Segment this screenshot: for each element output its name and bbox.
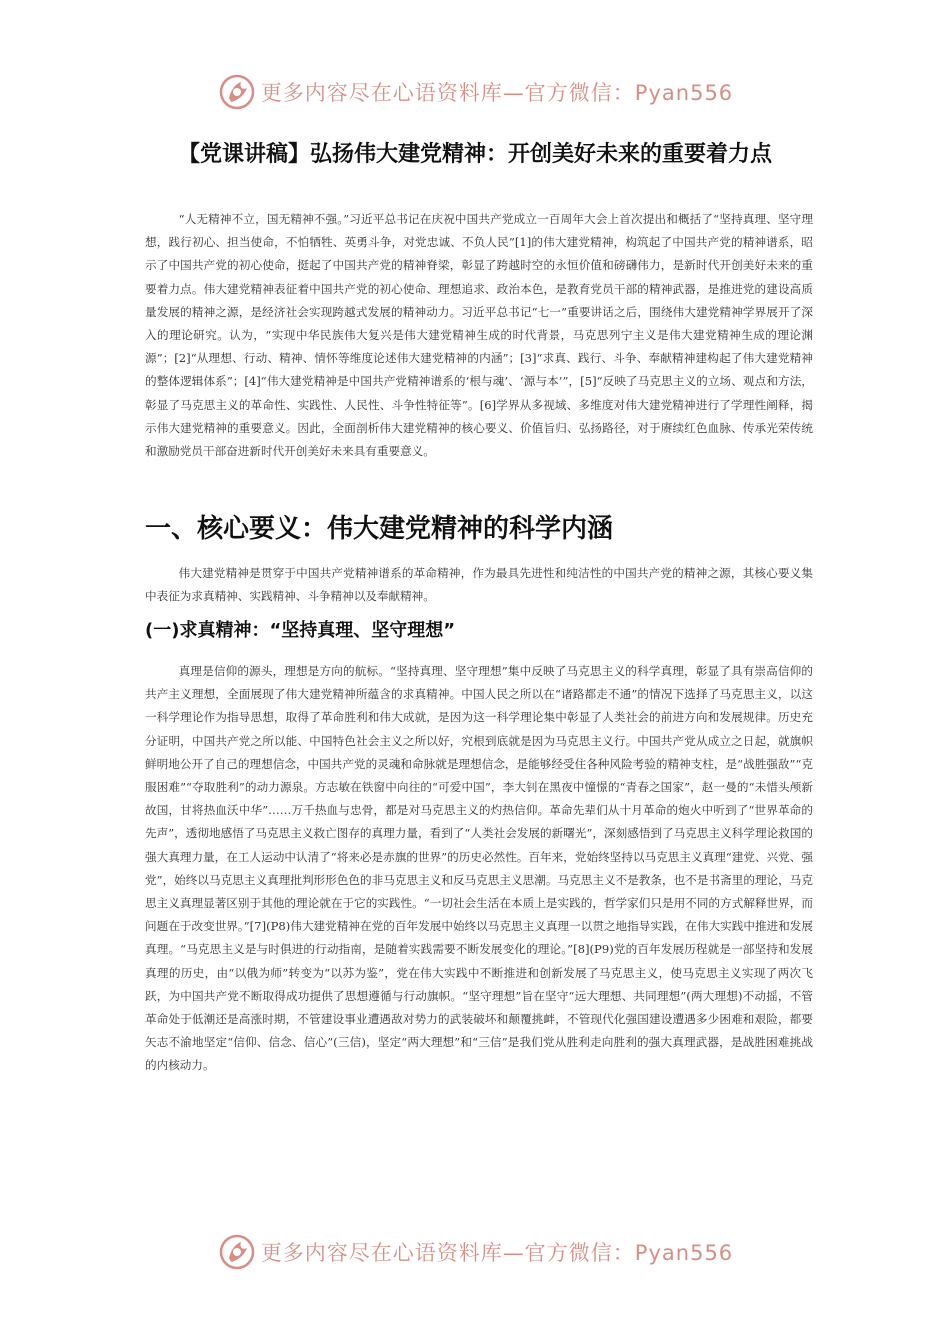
watermark-text: 更多内容尽在心语资料库—官方微信：Pyan556 bbox=[260, 81, 734, 105]
subsection-paragraph: 真理是信仰的源头，理想是方向的航标。“坚持真理、坚守理想”集中反映了马克思主义的科学真理，彰显了具有崇高信仰的共产主义理想，全面展现了伟大建党精神所蕴含的求真精神。中国人民之所以在“诸路都走不通”的情况下选择了马克思主义，以这一科学理论作为指导思想，取得了革命胜利和伟大成就，是因为这一科学理论集中彰显了人类社会的前进方向和发展规律。历史充分证明，中国共产党之所以能、中国特色社会主义之所以好，究根到底就是因为马克思主义行。中国共产党从成立之日起，就旗帜鲜明地公开了自己的理想信念，中国共产党的灵魂和命脉就是理想信念，是能够经受住各种风险考验的精神支柱，是“战胜强敌”“克服困难”“夺取胜利”的动力源泉。方志敏在铁窗中向往的“可爱中国”，李大钊在黑夜中憧憬的“青春之国家”，赵一曼的“未惜头颅新故国，甘将热血沃中华”……万千热血与忠骨，都是对马克思主义的灼热信仰。革命先辈们从十月革命的炮火中听到了“世界革命的先声”，透彻地感悟了马克思主义救亡图存的真理力量，看到了“人类社会发展的新曙光”，深刻感悟到了马克思主义科学理论救国的强大真理力量，在工人运动中认清了“将来必是赤旗的世界”的历史必然性。百年来，党始终坚持以马克思主义真理“建党、兴党、强党”，始终以马克思主义真理批判形形色色的非马克思主义和反马克思主义思潮。马克思主义不是教条，也不是书斋里的理论，马克思主义真理显著区别于其他的理论就在于它的实践性。“一切社会生活在本质上是实践的，哲学家们只是用不同的方式解释世界，而问题在于改变世界。”[7](P8)伟大建党精神在党的百年发展中始终以马克思主义真理一以贯之地指导实践，在伟大实践中推进和发展真理。“马克思主义是与时俱进的行动指南，是随着实践需要不断发展变化的理论。”[8](P9)党的百年发展历程就是一部坚持和发展真理的历史，由“以俄为师”转变为“以苏为鉴”，党在伟大实践中不断推进和创新发展了马克思主义，使马克思主义实现了两次飞跃，为中国共产党不断取得成功提供了思想遵循与行动旗帜。“坚守理想”旨在坚守“远大理想、共同理想”(两大理想)不动摇，不管革命处于低潮还是高涨时期，不管建设事业遭遇敌对势力的武装破坏和颠覆挑衅，不管现代化强国建设遭遇多少困难和艰险，都要矢志不渝地坚定“信仰、信念、信心”(三信)，坚定“两大理想”和“三信”是我们党从胜利走向胜利的强大真理武器，是战胜困难挑战的内核动力。 bbox=[145, 664, 813, 1073]
intro-paragraph: “人无精神不立，国无精神不强。”习近平总书记在庆祝中国共产党成立一百周年大会上首次提出和概括了“坚持真理、坚守理想，践行初心、担当使命，不怕牺牲、英勇斗争，对党忠诚、不负人民”[1]的伟大建党精神，构筑起了中国共产党的精神谱系，昭示了中国共产党的初心使命，挺起了中国共产党的精神脊梁，彰显了跨越时空的永恒价值和磅礴伟力，是新时代开创美好未来的重要着力点。伟大建党精神表征着中国共产党的初心使命、理想追求、政治本色，是教育党员干部的精神武器，是推进党的建设高质量发展的精神之源，是经济社会实现跨越式发展的精神动力。习近平总书记“七一”重要讲话之后，围绕伟大建党精神学界展开了深入的理论研究。认为，“实现中华民族伟大复兴是伟大建党精神生成的时代背景，马克思列宁主义是伟大建党精神生成的理论渊源”；[2]“从理想、行动、精神、情怀等维度论述伟大建党精神的内涵”；[3]“求真、践行、斗争、奉献精神建构起了伟大建党精神的整体逻辑体系”；[4]“伟大建党精神是中国共产党精神谱系的‘根与魂’、‘源与本’”，[5]“反映了马克思主义的立场、观点和方法，彰显了马克思主义的革命性、实践性、人民性、斗争性特征等”。[6]学界从多视域、多维度对伟大建党精神进行了学理性阐释，揭示伟大建党精神的重要意义。因此，全面剖析伟大建党精神的核心要义、价值旨归、弘扬路径，对于赓续红色血脉、传承光荣传统和激励党员干部奋进新时代开创美好未来具有重要意义。 bbox=[145, 212, 813, 459]
watermark-text: 更多内容尽在心语资料库—官方微信：Pyan556 bbox=[260, 1241, 734, 1265]
document-title: 【党课讲稿】弘扬伟大建党精神：开创美好未来的重要着力点 bbox=[177, 142, 772, 167]
hand-logo-icon bbox=[217, 1232, 257, 1272]
hand-logo-icon bbox=[217, 72, 257, 112]
watermark-banner-top bbox=[0, 68, 950, 116]
section-heading-core-meaning: 一、核心要义：伟大建党精神的科学内涵 bbox=[145, 514, 614, 544]
watermark-banner-bottom bbox=[0, 1228, 950, 1276]
subsection-heading-truth-spirit: (一)求真精神：“坚持真理、坚守理想” bbox=[145, 620, 456, 641]
section-paragraph: 伟大建党精神是贯穿于中国共产党精神谱系的革命精神，作为最具先进性和纯洁性的中国共产党的精神之源，其核心要义集中表征为求真精神、实践精神、斗争精神以及奉献精神。 bbox=[145, 566, 813, 604]
